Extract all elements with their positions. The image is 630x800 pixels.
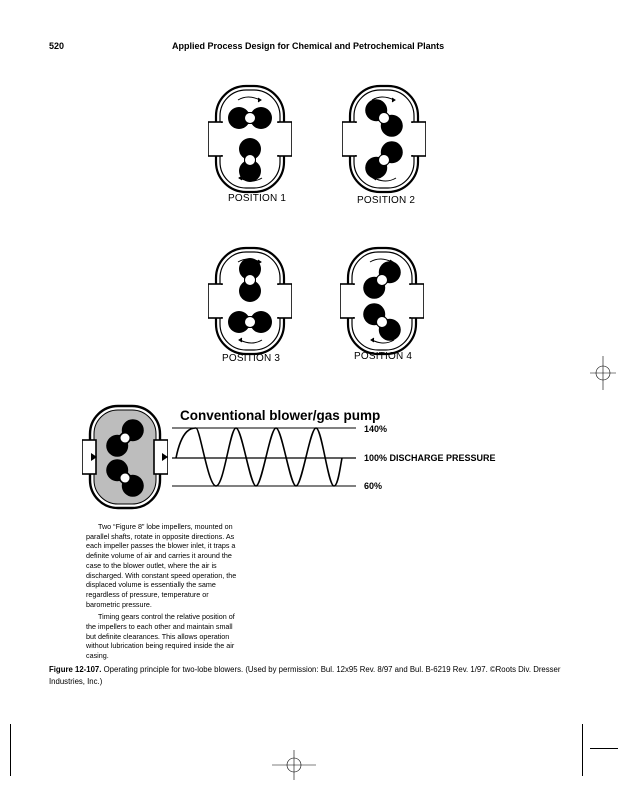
crop-mark-right [582, 724, 583, 776]
description-paragraph-1: Two “Figure 8” lobe impellers, mounted on parallel shafts, rotate in opposite directions. As each impeller passes the blower inlet, it traps a definite volume of air and carries it around the case to the blower outlet, where the air is discharged. With constant speed operation, the displaced volume is essentially the same regardless of pressure, temperature or barometric pressure. [86, 522, 237, 609]
pressure-sine-wave [176, 428, 342, 486]
blower-position-1-diagram [208, 82, 292, 196]
blower-position-4-diagram [340, 244, 424, 358]
position-1-label: POSITION 1 [228, 193, 287, 204]
pressure-level-140: 140% [364, 424, 388, 434]
crop-mark-right-horizontal [590, 748, 618, 749]
position-2-label: POSITION 2 [357, 195, 416, 206]
registration-mark-right [590, 356, 616, 390]
pressure-wave-plot [172, 420, 358, 492]
figure-caption [49, 664, 579, 688]
blower-description [86, 522, 238, 664]
figure-caption-text: Operating principle for two-lobe blowers. (Used by permission: Bul. 12x95 Rev. 8/97 and Bul. B-6219 Rev. 1/97. ©Roots Div. Dresser Industries, Inc.) [49, 665, 561, 686]
running-header-title: Applied Process Design for Chemical and Petrochemical Plants [172, 41, 445, 51]
registration-mark-bottom [272, 750, 316, 780]
blower-position-2-diagram [342, 82, 426, 196]
blower-cross-section-shaded [82, 402, 168, 512]
pressure-level-60: 60% [364, 481, 383, 491]
blower-position-3-diagram [208, 244, 292, 358]
description-paragraph-2: Timing gears control the relative position of the impellers to each other and maintain small but definite clearances. This allows operation without lubrication being required inside the air casing. [86, 612, 235, 661]
pressure-level-100: 100% DISCHARGE PRESSURE [364, 453, 496, 463]
position-4-label: POSITION 4 [354, 351, 413, 362]
pressure-diagram-title: Conventional blower/gas pump [180, 408, 381, 423]
crop-mark-left [10, 724, 11, 776]
page-number: 520 [49, 41, 65, 51]
position-3-label: POSITION 3 [222, 353, 281, 364]
figure-caption-label: Figure 12-107. [49, 665, 102, 674]
